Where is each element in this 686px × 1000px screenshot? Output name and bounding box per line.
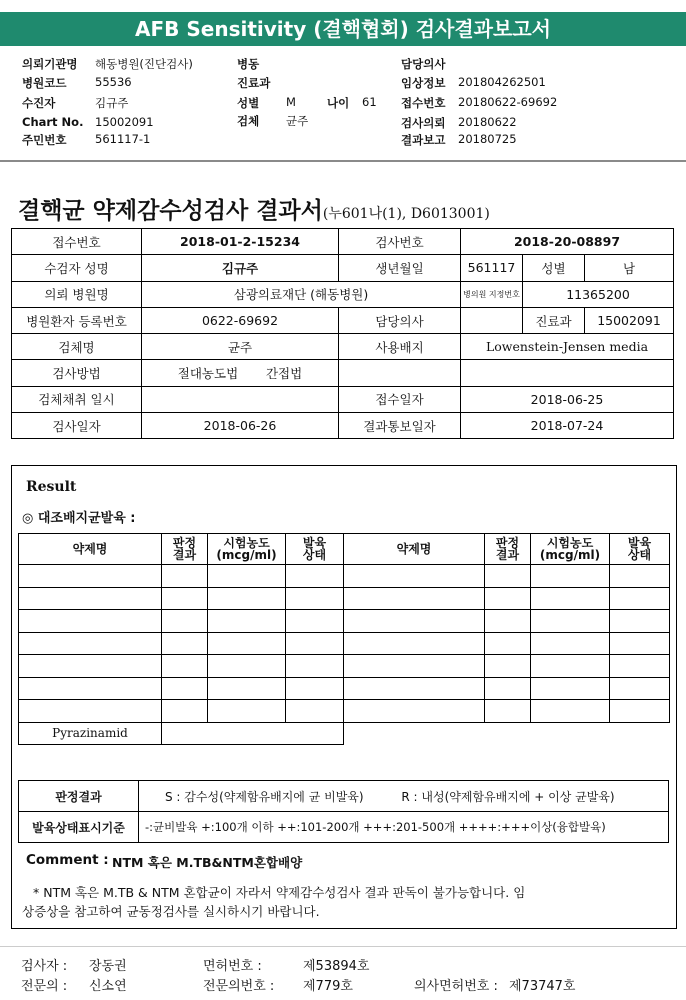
- specialist-name: 신소연: [89, 979, 127, 994]
- table-row: [19, 610, 670, 633]
- drug-column-header: 약제명: [344, 534, 485, 565]
- judge-s: S : 감수성(약제함유배지에 균 비발육): [165, 789, 364, 804]
- drug-cell: [610, 632, 670, 655]
- hospital-code-label: 병의원 지정번호: [461, 281, 523, 307]
- footer-divider: [0, 946, 686, 947]
- header-label: 접수번호: [401, 96, 446, 110]
- result-subtitle: ◎ 대조배지균발육 :: [22, 511, 136, 526]
- drug-cell: [208, 565, 286, 588]
- doctor-label: 담당의사: [339, 307, 461, 333]
- drug-cell: [344, 587, 485, 610]
- table-row: [19, 655, 670, 678]
- drug-cell: [485, 655, 531, 678]
- collect-value: [142, 386, 339, 412]
- header-label: 수진자: [22, 96, 56, 110]
- drug-cell: [162, 587, 208, 610]
- specialist-license-label: 전문의번호 :: [203, 979, 275, 994]
- tester-name: 장동권: [89, 959, 127, 974]
- drug-cell: [485, 587, 531, 610]
- last-drug-name: Pyrazinamid: [19, 722, 162, 745]
- drug-cell: [19, 655, 162, 678]
- receipt-no-label: 접수번호: [12, 229, 142, 255]
- drug-cell: [344, 700, 485, 723]
- main-title-code: (누601나(1), D6013001): [322, 206, 490, 222]
- hospital-name: 삼광의료재단 (해동병원): [142, 281, 461, 307]
- drug-cell: [208, 610, 286, 633]
- drug-cell: [208, 655, 286, 678]
- specimen-value: 균주: [142, 334, 339, 360]
- sex-label: 성별: [523, 255, 585, 281]
- header-value: 20180622-69692: [458, 95, 558, 109]
- drug-cell: [344, 610, 485, 633]
- drug-cell: [286, 632, 344, 655]
- receive-label: 접수일자: [339, 386, 461, 412]
- header-value: 20180725: [458, 132, 517, 146]
- drug-cell: [162, 700, 208, 723]
- specimen-label: 검체명: [12, 334, 142, 360]
- drug-cell: [208, 587, 286, 610]
- table-row: [19, 722, 670, 745]
- blank-area: [344, 722, 670, 745]
- age-value: 61: [362, 95, 377, 109]
- drug-cell: [162, 677, 208, 700]
- drug-cell: [531, 655, 610, 678]
- drug-cell: [531, 610, 610, 633]
- header-label: 주민번호: [22, 133, 67, 147]
- empty-cell: [461, 360, 674, 386]
- comment-note: 상증상을 참고하여 균동정검사를 실시하시기 바랍니다.: [22, 904, 320, 919]
- age-label: 나이: [327, 96, 350, 110]
- header-label: 담당의사: [401, 57, 446, 71]
- header-label: 병원코드: [22, 76, 67, 90]
- drug-cell: [531, 677, 610, 700]
- drug-cell: [19, 632, 162, 655]
- main-title-text: 결핵균 약제감수성검사 결과서: [18, 197, 323, 224]
- receipt-no: 2018-01-2-15234: [142, 229, 339, 255]
- drug-cell: [162, 632, 208, 655]
- drug-cell: [208, 677, 286, 700]
- dept-label: 진료과: [237, 76, 271, 90]
- drug-cell: [162, 565, 208, 588]
- drug-cell: [531, 700, 610, 723]
- method-2: 간접법: [265, 366, 303, 382]
- drug-column-header: 판정 결과: [485, 534, 531, 565]
- header-divider: [0, 160, 686, 162]
- drug-cell: [610, 610, 670, 633]
- header-value: 561117-1: [95, 132, 151, 146]
- growth-value: -:균비발육 +:100개 이하 ++:101-200개 +++:201-500개 ++++:+++이상(융합발육): [139, 812, 669, 843]
- main-title: [18, 192, 490, 225]
- drug-column-header: 발육 상태: [286, 534, 344, 565]
- patient-name: 김규주: [142, 255, 339, 281]
- method-label: 검사방법: [12, 360, 142, 386]
- drug-cell: [344, 565, 485, 588]
- birth-label: 생년월일: [339, 255, 461, 281]
- birth-date: 561117: [461, 255, 523, 281]
- comment-note: * NTM 혹은 M.TB & NTM 혼합균이 자라서 약제감수성검사 결과 판독이 불가능합니다. 임: [33, 885, 526, 900]
- name-label: 수검자 성명: [12, 255, 142, 281]
- table-row: [19, 587, 670, 610]
- comment-value: NTM 혹은 M.TB&NTM혼합배양: [112, 855, 303, 870]
- drug-cell: [531, 587, 610, 610]
- judge-value: [139, 781, 669, 812]
- drug-cell: [162, 655, 208, 678]
- specialist-license-no: 제779호: [303, 979, 353, 994]
- doctor-license-label: 의사면허번호 :: [414, 979, 498, 994]
- dept-value: 15002091: [585, 307, 674, 333]
- table-row: [19, 700, 670, 723]
- method-value: [142, 360, 339, 386]
- drug-cell: [19, 700, 162, 723]
- drug-cell: [286, 610, 344, 633]
- patient-info-table: [11, 228, 674, 439]
- result-title: Result: [26, 479, 77, 495]
- specimen-label: 검체: [237, 114, 260, 128]
- header-label: 검사의뢰: [401, 116, 446, 130]
- report-title: AFB Sensitivity (결핵협회) 검사결과보고서: [0, 12, 686, 46]
- header-label: 임상정보: [401, 76, 446, 90]
- header-label: 결과보고: [401, 133, 446, 147]
- drug-table-header: [19, 534, 670, 565]
- license-label: 면허번호 :: [203, 959, 262, 974]
- method-1: 절대농도법: [177, 366, 239, 382]
- specialist-label: 전문의 :: [21, 979, 68, 994]
- hospital-label: 의뢰 병원명: [12, 281, 142, 307]
- notify-label: 결과통보일자: [339, 413, 461, 439]
- ward-label: 병동: [237, 57, 260, 71]
- tester-label: 검사자 :: [21, 959, 68, 974]
- drug-cell: [286, 655, 344, 678]
- test-date: 2018-06-26: [142, 413, 339, 439]
- drug-cell: [162, 610, 208, 633]
- notify-date: 2018-07-24: [461, 413, 674, 439]
- drug-table: [18, 533, 670, 745]
- drug-cell: [485, 677, 531, 700]
- drug-cell: [162, 722, 344, 745]
- table-row: [19, 565, 670, 588]
- legend-table: [18, 780, 669, 843]
- drug-column-header: 시험농도 (mcg/ml): [531, 534, 610, 565]
- sex-label: 성별: [237, 96, 260, 110]
- header-value: 김규주: [95, 96, 129, 110]
- license-no: 제53894호: [303, 959, 370, 974]
- drug-cell: [344, 632, 485, 655]
- drug-cell: [344, 677, 485, 700]
- drug-column-header: 약제명: [19, 534, 162, 565]
- header-value: 15002091: [95, 115, 154, 129]
- table-row: [19, 677, 670, 700]
- drug-column-header: 판정 결과: [162, 534, 208, 565]
- drug-cell: [531, 565, 610, 588]
- sex-value: 남: [585, 255, 674, 281]
- drug-cell: [208, 632, 286, 655]
- empty-cell: [339, 360, 461, 386]
- drug-cell: [286, 700, 344, 723]
- header-value: 55536: [95, 75, 132, 89]
- drug-cell: [19, 565, 162, 588]
- judge-r: R : 내성(약제함유배지에 + 이상 균발육): [401, 789, 615, 804]
- drug-cell: [610, 587, 670, 610]
- test-no-label: 검사번호: [339, 229, 461, 255]
- drug-cell: [286, 677, 344, 700]
- header-value: 201804262501: [458, 75, 546, 89]
- drug-cell: [208, 700, 286, 723]
- drug-cell: [485, 632, 531, 655]
- drug-column-header: 발육 상태: [610, 534, 670, 565]
- comment-label: Comment :: [26, 852, 109, 868]
- dept-label: 진료과: [523, 307, 585, 333]
- test-date-label: 검사일자: [12, 413, 142, 439]
- doctor-license-no: 제73747호: [509, 979, 576, 994]
- header-value: 해동병원(진단검사): [95, 57, 193, 71]
- header-label: 의뢰기관명: [22, 57, 78, 71]
- registration-label: 병원환자 등록번호: [12, 307, 142, 333]
- drug-cell: [610, 677, 670, 700]
- collect-label: 검체채취 일시: [12, 386, 142, 412]
- receive-date: 2018-06-25: [461, 386, 674, 412]
- drug-column-header: 시험농도 (mcg/ml): [208, 534, 286, 565]
- table-row: [19, 632, 670, 655]
- test-no: 2018-20-08897: [461, 229, 674, 255]
- doctor-value: [461, 307, 523, 333]
- drug-cell: [286, 565, 344, 588]
- sex-value: M: [286, 95, 296, 109]
- drug-cell: [286, 587, 344, 610]
- header-value: 20180622: [458, 115, 517, 129]
- drug-cell: [485, 610, 531, 633]
- drug-cell: [19, 677, 162, 700]
- medium-label: 사용배지: [339, 334, 461, 360]
- medium-value: Lowenstein-Jensen media: [461, 334, 674, 360]
- drug-cell: [19, 587, 162, 610]
- drug-cell: [610, 700, 670, 723]
- drug-cell: [485, 565, 531, 588]
- judge-label: 판정결과: [19, 781, 139, 812]
- hospital-code: 11365200: [523, 281, 674, 307]
- header-label: Chart No.: [22, 115, 84, 129]
- growth-label: 발육상태표시기준: [19, 812, 139, 843]
- drug-cell: [485, 700, 531, 723]
- drug-cell: [610, 565, 670, 588]
- drug-cell: [19, 610, 162, 633]
- drug-cell: [531, 632, 610, 655]
- drug-cell: [610, 655, 670, 678]
- specimen-value: 균주: [286, 114, 309, 128]
- drug-cell: [344, 655, 485, 678]
- registration-no: 0622-69692: [142, 307, 339, 333]
